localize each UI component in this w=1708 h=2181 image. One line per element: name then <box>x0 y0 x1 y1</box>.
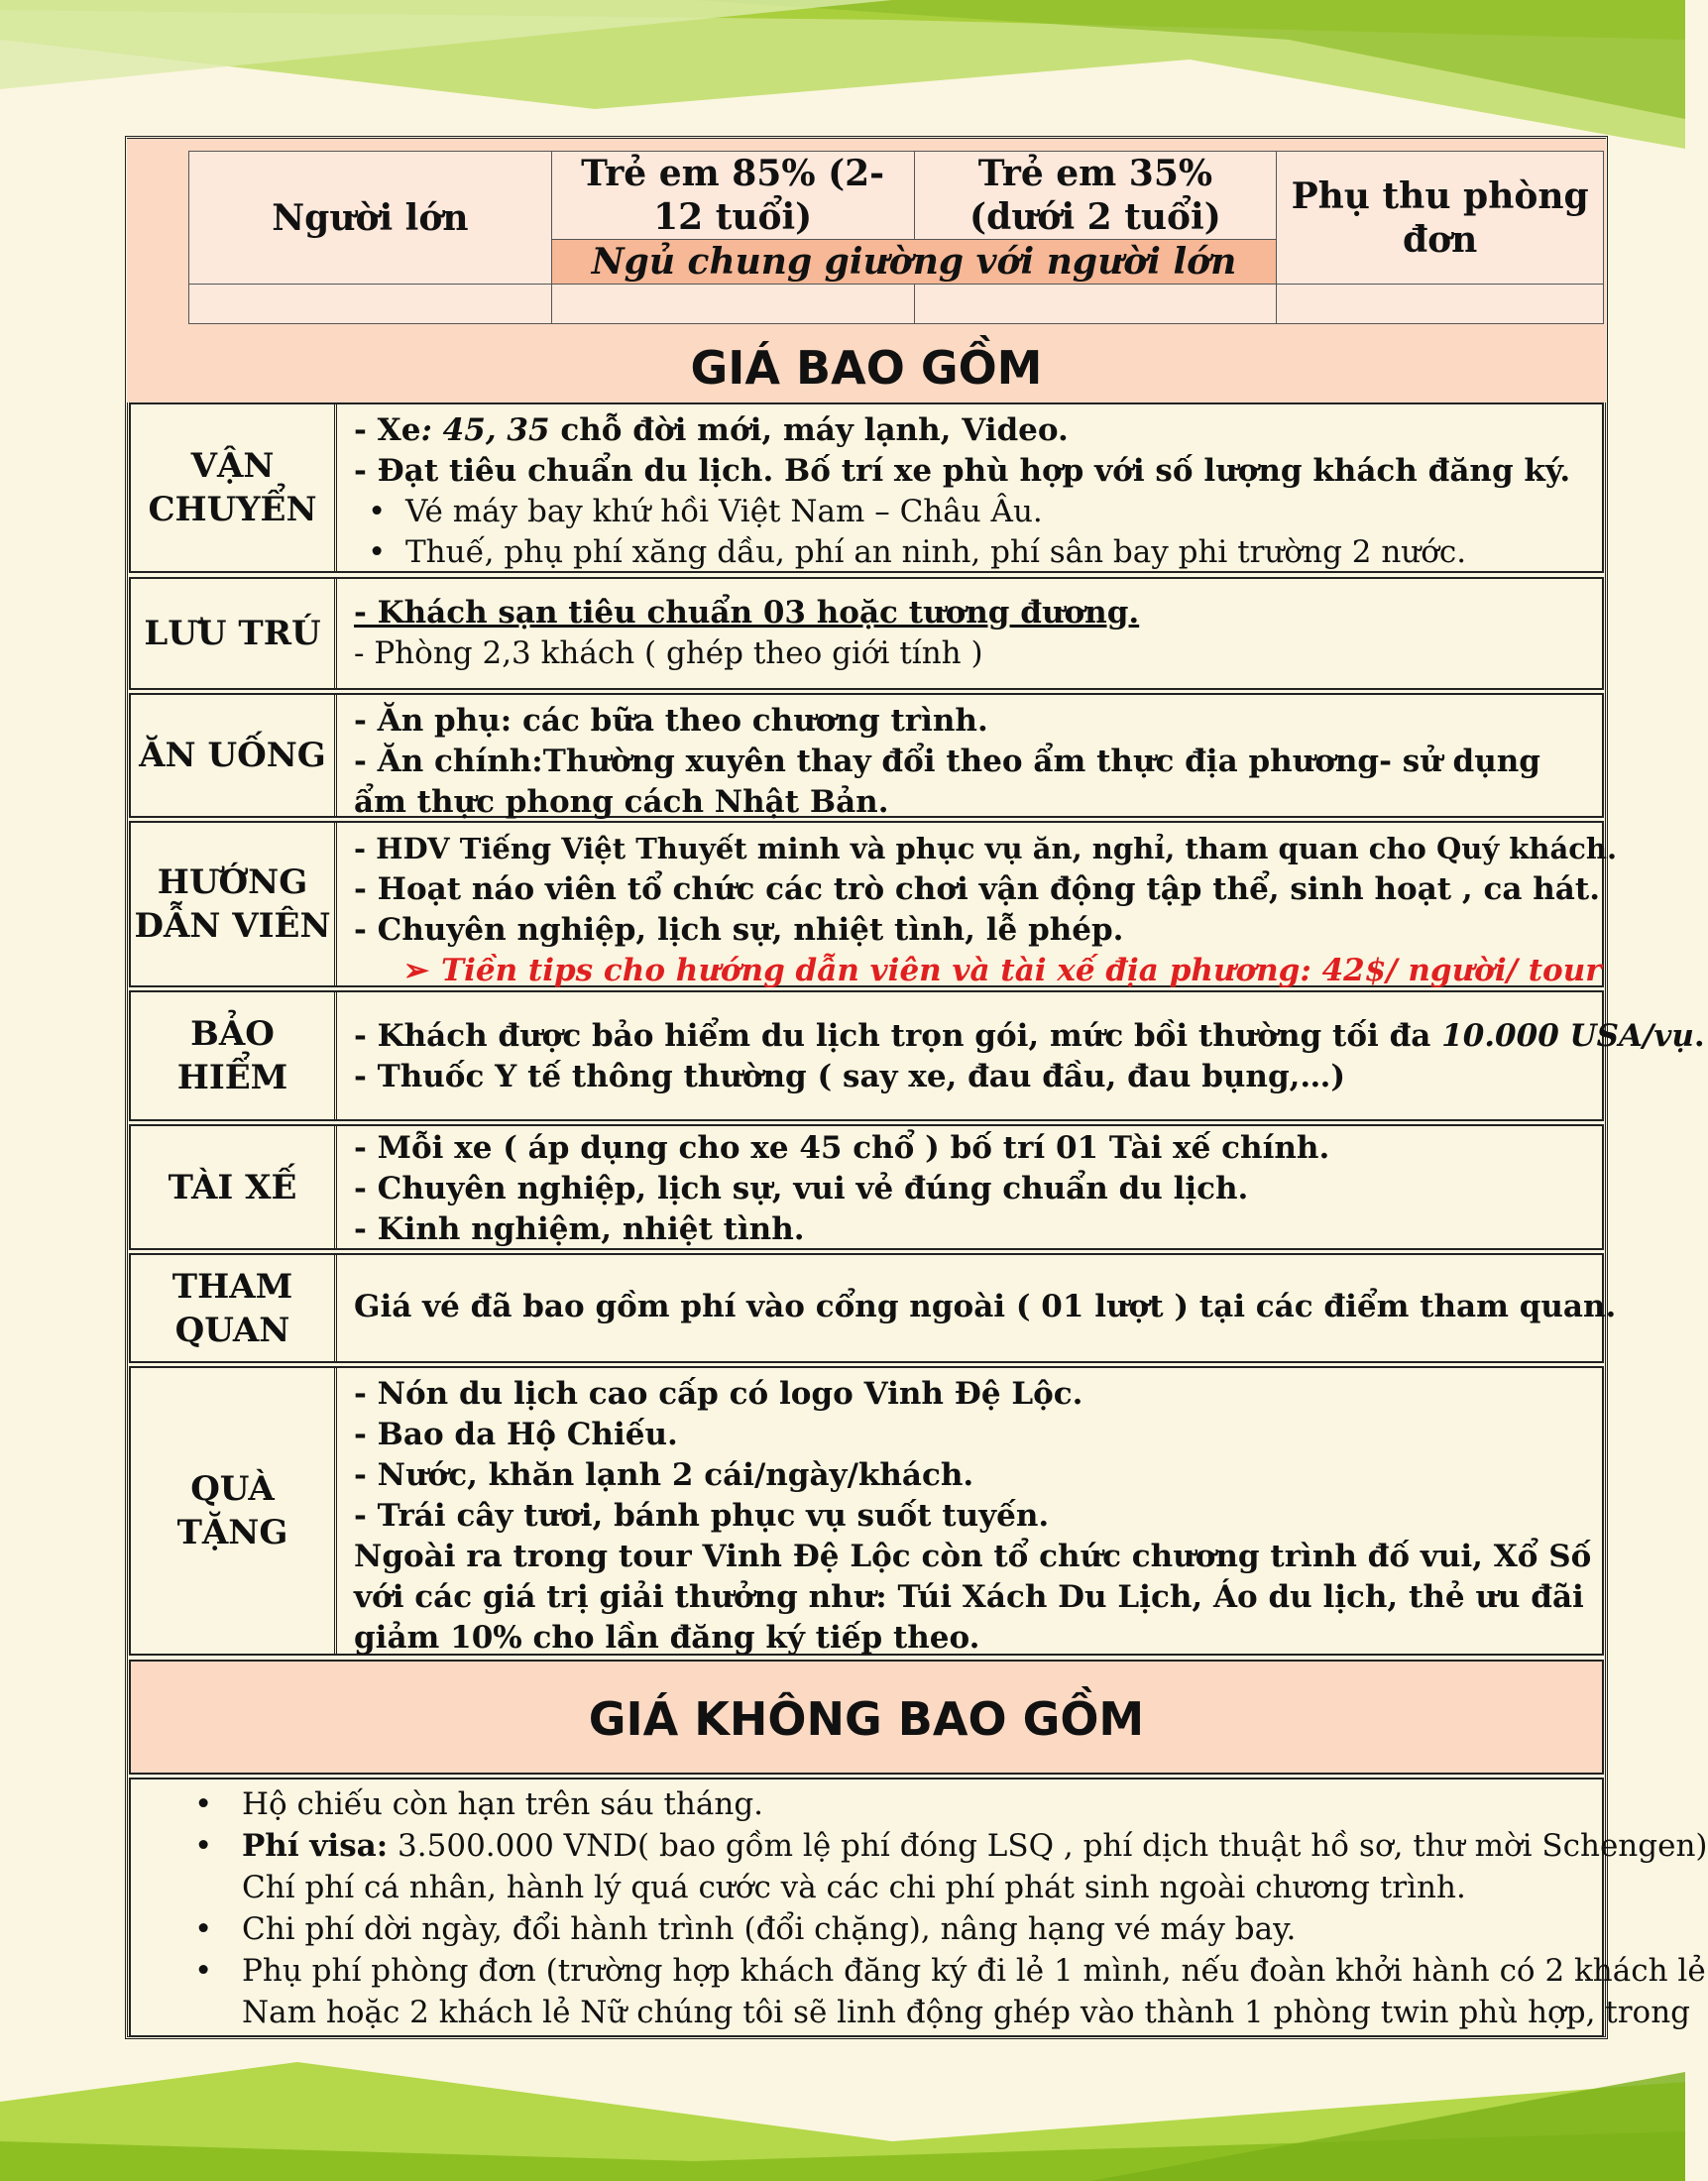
gifts-line1: - Nón du lịch cao cấp có logo Vinh Đệ Lộc. <box>354 1376 1083 1412</box>
label-gifts: QUÀ TẶNG <box>131 1368 337 1654</box>
excluded-list <box>129 1778 1708 2037</box>
meals-line1: - Ăn phụ: các bữa theo chương trình. <box>354 703 988 739</box>
row-accommodation <box>129 577 1604 690</box>
excluded-single-room-cont: Nam hoặc 2 khách lẻ Nữ chúng tôi sẽ linh động ghép vào thành 1 phòng twin phù hợp, trong <box>242 1995 1691 2030</box>
guide-line1: - HDV Tiếng Việt Thuyết minh và phục vụ ăn, nghỉ, tham quan cho Quý khách. <box>354 832 1618 865</box>
gifts-line2: - Bao da Hộ Chiếu. <box>354 1417 678 1452</box>
guide-line2: - Hoạt náo viên tổ chức các trò chơi vận động tập thể, sinh hoạt , ca hát. <box>354 871 1600 907</box>
body-gifts <box>342 1368 1602 1654</box>
guide-line3: - Chuyên nghiệp, lịch sự, nhiệt tình, lễ phép. <box>354 912 1124 948</box>
excluded-item-change-fee: • Chi phí dời ngày, đổi hành trình (đổi chặng), nâng hạng vé máy bay. <box>131 1908 1602 1950</box>
insurance-line1-text: - Khách được bảo hiểm du lịch trọn gói, mức bồi thường tối đa <box>354 1018 1442 1054</box>
row-transport <box>129 402 1604 573</box>
meals-line2: - Ăn chính:Thường xuyên thay đổi theo ẩm thực địa phương- sử dụng ẩm thực phong cách Nhật Bản. <box>354 744 1540 820</box>
body-sightseeing <box>342 1255 1617 1361</box>
guide-tips: ➢ Tiền tips cho hướng dẫn viên và tài xế địa phương: 42$/ người/ tour <box>354 951 1592 991</box>
transport-bullet1: • Vé máy bay khứ hồi Việt Nam – Châu Âu. <box>354 492 1592 532</box>
excluded-item-single-room: • Phụ phí phòng đơn (trường hợp khách đăng ký đi lẻ 1 mình, nếu đoàn khởi hành có 2 khách lẻ <box>131 1950 1602 1992</box>
label-accommodation: LƯU TRÚ <box>131 579 337 688</box>
transport-line1-italic: : 45, 35 <box>420 412 550 448</box>
header-child-85: Trẻ em 85% (2-12 tuổi) <box>551 152 914 240</box>
header-single-supplement: Phụ thu phòng đơn <box>1277 152 1604 285</box>
transport-bullet2: • Thuế, phụ phí xăng dầu, phí an ninh, phí sân bay phi trường 2 nước. <box>354 532 1592 573</box>
gifts-paragraph: Ngoài ra trong tour Vinh Đệ Lộc còn tổ chức chương trình đố vui, Xổ Số với các giá trị giải thưởng như: Túi Xách Du Lịch, Áo du lịch, thẻ ưu đãi giảm 10% cho lần đăng ký tiếp theo. <box>354 1539 1592 1656</box>
label-insurance: BẢO HIỂM <box>131 992 337 1119</box>
row-insurance <box>129 990 1705 1121</box>
body-meals <box>342 695 1602 820</box>
price-cell-child-85 <box>551 285 914 324</box>
shared-bed-note: Ngủ chung giường với người lớn <box>551 240 1277 285</box>
label-guide: HƯỚNG DẪN VIÊN <box>131 823 337 985</box>
excluded-visa-label: Phí visa: <box>242 1828 389 1864</box>
excluded-visa-cont: Chí phí cá nhân, hành lý quá cước và các chi phí phát sinh ngoài chương trình. <box>242 1870 1466 1905</box>
label-transport: VẬN CHUYỂN <box>131 404 337 571</box>
accommodation-line1: - Khách sạn tiêu chuẩn 03 hoặc tương đương. <box>354 595 1140 631</box>
label-sightseeing: THAM QUAN <box>131 1255 337 1361</box>
body-accommodation <box>342 579 1602 688</box>
body-driver <box>342 1126 1602 1248</box>
excluded-visa-text: 3.500.000 VND( bao gồm lệ phí đóng LSQ , phí dịch thuật hồ sơ, thư mời Schengen) <box>388 1828 1708 1864</box>
transport-line1-rest: chỗ đời mới, máy lạnh, Video. <box>549 412 1069 448</box>
green-banner-bottom <box>0 2042 1685 2181</box>
insurance-line2: - Thuốc Y tế thông thường ( say xe, đau đầu, đau bụng,…) <box>354 1059 1346 1094</box>
body-insurance <box>342 992 1705 1119</box>
price-cell-single <box>1277 285 1604 324</box>
row-driver <box>129 1124 1604 1250</box>
label-meals: ĂN UỐNG <box>131 695 337 816</box>
accommodation-line2: - Phòng 2,3 khách ( ghép theo giới tính ) <box>354 635 983 671</box>
gifts-line4: - Trái cây tươi, bánh phục vụ suốt tuyến. <box>354 1498 1050 1534</box>
header-adult: Người lớn <box>189 152 552 285</box>
gifts-line3: - Nước, khăn lạnh 2 cái/ngày/khách. <box>354 1457 974 1493</box>
excluded-item-passport: • Hộ chiếu còn hạn trên sáu tháng. <box>131 1783 1602 1825</box>
transport-line1-prefix: - Xe <box>354 412 421 448</box>
row-meals <box>129 693 1604 818</box>
insurance-line1-end: . <box>1693 1018 1705 1054</box>
driver-line3: - Kinh nghiệm, nhiệt tình. <box>354 1211 805 1247</box>
body-transport <box>342 404 1602 571</box>
row-gifts <box>129 1366 1604 1656</box>
green-banner-top <box>0 0 1685 149</box>
header-child-35: Trẻ em 35% (dưới 2 tuổi) <box>914 152 1277 240</box>
price-cell-child-35 <box>914 285 1277 324</box>
transport-line2: - Đạt tiêu chuẩn du lịch. Bố trí xe phù hợp với số lượng khách đăng ký. <box>354 453 1571 489</box>
driver-line1: - Mỗi xe ( áp dụng cho xe 45 chổ ) bố trí 01 Tài xế chính. <box>354 1130 1330 1166</box>
insurance-amount: 10.000 USA/vụ <box>1441 1018 1694 1054</box>
row-guide <box>129 821 1618 988</box>
body-guide <box>342 823 1618 988</box>
price-cell-adult <box>189 285 552 324</box>
label-driver: TÀI XẾ <box>131 1126 337 1248</box>
driver-line2: - Chuyên nghiệp, lịch sự, vui vẻ đúng chuẩn du lịch. <box>354 1171 1249 1206</box>
included-title: GIÁ BAO GỒM <box>129 335 1604 401</box>
row-sightseeing <box>129 1253 1617 1363</box>
price-table <box>188 151 1604 324</box>
excluded-title: GIÁ KHÔNG BAO GỒM <box>129 1660 1604 1775</box>
sightseeing-line1: Giá vé đã bao gồm phí vào cổng ngoài ( 01 lượt ) tại các điểm tham quan. <box>354 1289 1617 1324</box>
